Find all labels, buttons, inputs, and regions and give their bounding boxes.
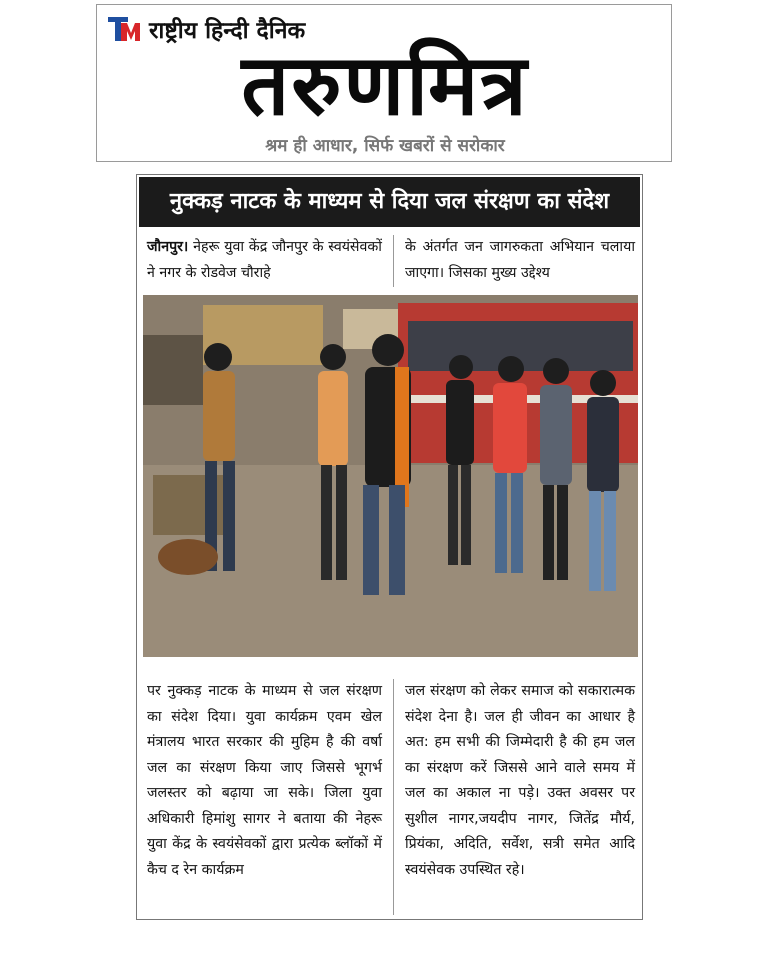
column-divider — [393, 679, 394, 915]
dateline-place: जौनपुर। — [147, 239, 189, 255]
intro-column-left — [147, 235, 382, 287]
news-article — [136, 174, 643, 920]
intro-text-left: नेहरू युवा केंद्र जौनपुर के स्वयंसेवकों ने नगर के रोडवेज चौराहे — [147, 239, 382, 281]
masthead-slogan: श्रम ही आधार, सिर्फ खबरों से सरोकार — [265, 136, 505, 156]
article-headline: नुक्कड़ नाटक के माध्यम से दिया जल संरक्षण का संदेश — [139, 177, 640, 227]
masthead-tagline: राष्ट्रीय हिन्दी दैनिक — [149, 18, 306, 44]
body-column-right: जल संरक्षण को लेकर समाज को सकारात्मक संदेश देना है। जल ही जीवन का आधार है अत: हम सभी की जिम्मेदारी है की हम जल का संरक्षण करें जिससे आने वाले समय में जल का अकाल ना पड़े। उक्त अवसर पर सुशील नागर,जयदीप नागर, जितेंद्र मौर्य, प्रियंका, अदिति, सर्वेश, सत्री समेत आदि स्वयंसेवक उपस्थित रहे। — [405, 683, 635, 878]
body-column-left: पर नुक्कड़ नाटक के माध्यम से जल संरक्षण का संदेश दिया। युवा कार्यक्रम एवम खेल मंत्रालय भारत सरकार की मुहिम है की वर्षा जल का संरक्षण किया जाए जिससे भूगर्भ जलस्तर को बढ़ाया जा सके। जिला युवा अधिकारी हिमांशु सागर ने बताया की नेहरू युवा केंद्र के स्वयंसेवकों द्वारा प्रत्येक ब्लॉकों में कैच द रेन कार्यक्रम — [147, 683, 382, 878]
newspaper-title: तरुणमित्र — [241, 36, 529, 134]
photo-illustration — [143, 295, 638, 657]
intro-text-right: के अंतर्गत जन जागरुकता अभियान चलाया जाएगा। जिसका मुख्य उद्देश्य — [405, 239, 635, 281]
newspaper-masthead — [96, 4, 672, 162]
news-photo — [143, 295, 638, 657]
column-divider — [393, 235, 394, 287]
